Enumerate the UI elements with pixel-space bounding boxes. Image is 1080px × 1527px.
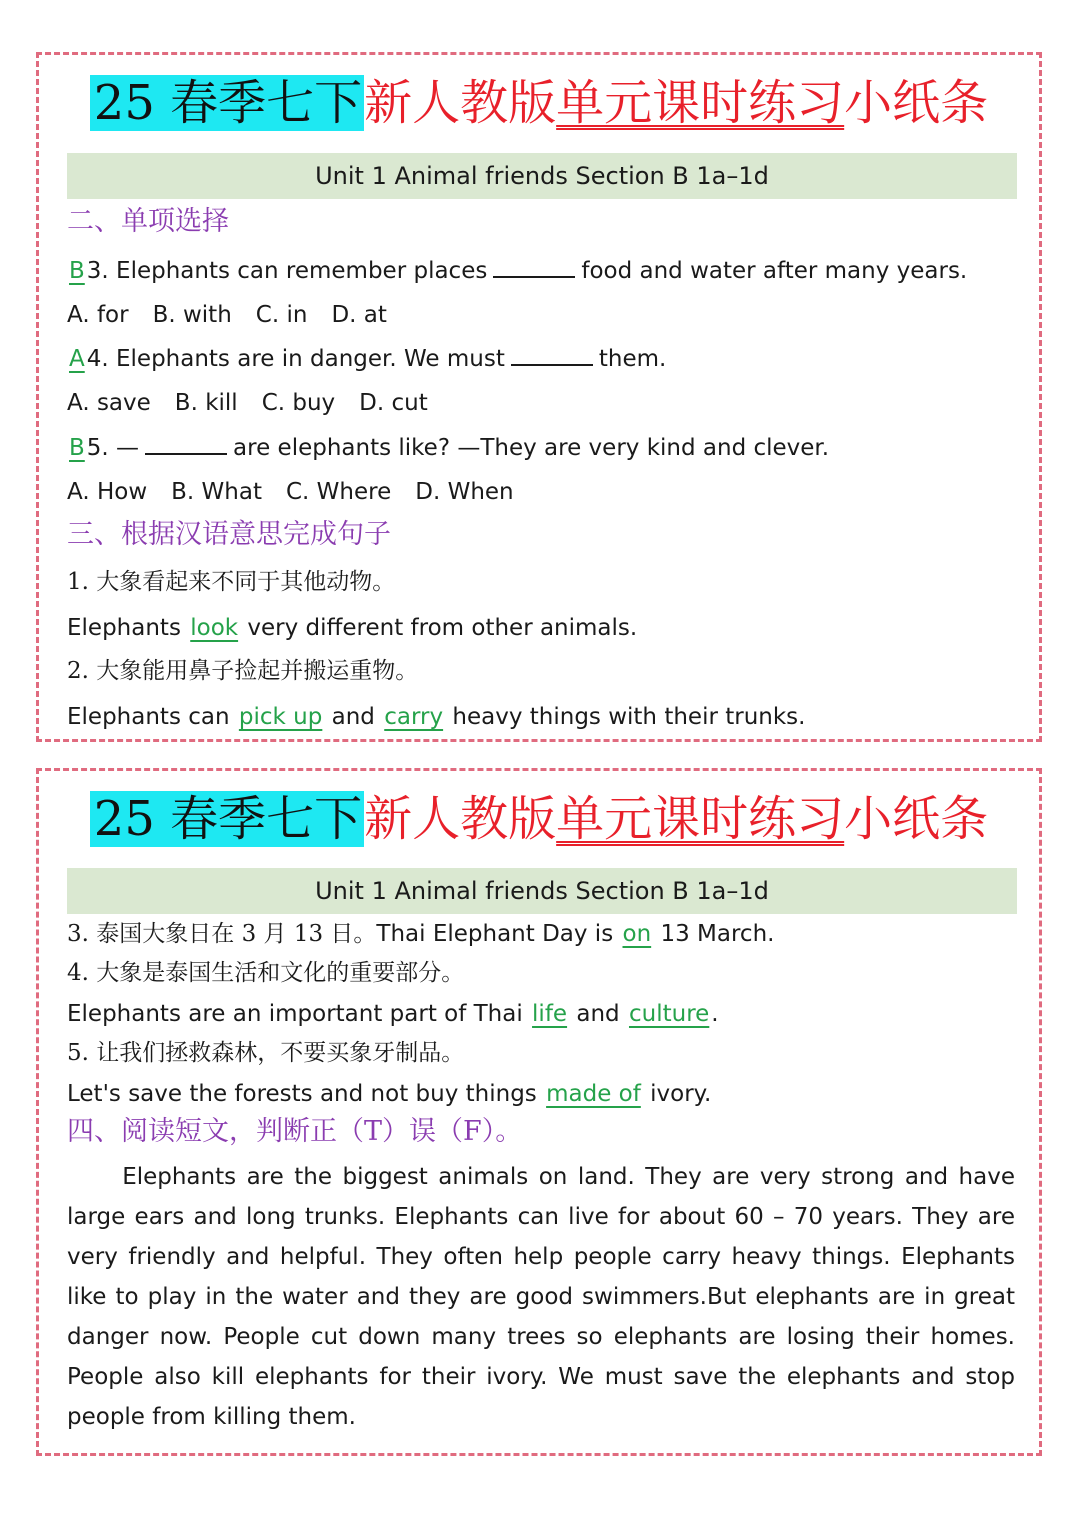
answer-blank xyxy=(511,342,593,366)
sentence-5-english xyxy=(67,1077,1027,1111)
text: heavy things with their trunks. xyxy=(452,704,806,730)
worksheet-card-2 xyxy=(36,768,1042,1456)
option: A. How xyxy=(67,479,148,505)
reading-passage xyxy=(67,1157,1015,1437)
question-3-options xyxy=(67,298,1027,332)
text: very different from other animals. xyxy=(247,615,638,641)
section-title-translate: 三、根据汉语意思完成句子 xyxy=(67,519,391,550)
title-red-text: 新人教版 xyxy=(364,75,557,131)
answer-q5: B xyxy=(69,435,85,461)
answer-text: on xyxy=(622,921,652,947)
answer-text: life xyxy=(532,1001,568,1027)
option: B. kill xyxy=(174,390,238,416)
option: D. When xyxy=(415,479,514,505)
q5-text-after: are elephants like? —They are very kind and clever. xyxy=(233,435,830,461)
sentence-1-chinese: 1. 大象看起来不同于其他动物。 xyxy=(67,569,396,595)
option: B. What xyxy=(171,479,262,505)
answer-text: pick up xyxy=(238,704,323,730)
sentence-5-chinese: 5. 让我们拯救森林，不要买象牙制品。 xyxy=(67,1040,465,1066)
passage-text: Elephants are the biggest animals on land. They are very strong and have large ears and long trunks. Elephants can live for about 60 – 70 years. They are very friendly and helpful. They often help people carry heavy things. Elephants like to play in the water and they are good swimmers.But elephants are in great danger now. People cut down many trees so elephants are losing their homes. People also kill elephants for their ivory. We must save the elephants and stop people from killing them. xyxy=(67,1164,1015,1430)
question-4-options xyxy=(67,386,1027,420)
sentence-3 xyxy=(67,917,1027,951)
title-tail-text: 小纸条 xyxy=(844,791,989,847)
option: D. at xyxy=(331,302,387,328)
section-title-reading: 四、阅读短文，判断正（T）误（F）。 xyxy=(67,1116,523,1147)
answer-text: culture xyxy=(628,1001,710,1027)
question-5 xyxy=(67,431,1027,465)
unit-banner: Unit 1 Animal friends Section B 1a–1d xyxy=(67,868,1017,914)
answer-blank xyxy=(493,254,575,278)
title-red-text: 新人教版 xyxy=(364,791,557,847)
option: A. for xyxy=(67,302,129,328)
option: A. save xyxy=(67,390,151,416)
text: 13 March. xyxy=(660,921,775,947)
title-underlined-text: 单元课时练习 xyxy=(556,75,845,131)
text: Let's save the forests and not buy things xyxy=(67,1081,537,1107)
answer-blank xyxy=(145,431,227,455)
answer-q3: B xyxy=(69,258,85,284)
q4-text-before: 4. Elephants are in danger. We must xyxy=(86,346,505,372)
text: . xyxy=(711,1001,719,1027)
title-highlight: 25 春季七下 xyxy=(90,75,364,131)
option: D. cut xyxy=(359,390,428,416)
text: and xyxy=(576,1001,620,1027)
text: Elephants xyxy=(67,615,181,641)
option: B. with xyxy=(152,302,232,328)
sentence-1-english xyxy=(67,611,1027,645)
q3-text-before: 3. Elephants can remember places xyxy=(86,258,488,284)
text: Thai Elephant Day is xyxy=(376,921,614,947)
unit-banner: Unit 1 Animal friends Section B 1a–1d xyxy=(67,153,1017,199)
answer-text: made of xyxy=(546,1081,641,1107)
page-title xyxy=(39,67,1039,139)
sentence-4-chinese: 4. 大象是泰国生活和文化的重要部分。 xyxy=(67,960,465,986)
sentence-2-english xyxy=(67,700,1027,734)
sentence-3-chinese: 3. 泰国大象日在 3 月 13 日。 xyxy=(67,921,377,947)
text: and xyxy=(331,704,375,730)
title-tail-text: 小纸条 xyxy=(844,75,989,131)
text: Elephants are an important part of Thai xyxy=(67,1001,523,1027)
text: Elephants can xyxy=(67,704,230,730)
text: ivory. xyxy=(650,1081,712,1107)
answer-q4: A xyxy=(69,346,85,372)
q4-text-after: them. xyxy=(598,346,667,372)
q3-text-after: food and water after many years. xyxy=(581,258,968,284)
question-4 xyxy=(67,342,1027,376)
answer-text: carry xyxy=(384,704,444,730)
answer-text: look xyxy=(190,615,239,641)
worksheet-card-1 xyxy=(36,52,1042,742)
question-3 xyxy=(67,254,1027,288)
title-underlined-text: 单元课时练习 xyxy=(556,791,845,847)
section-title-choice: 二、单项选择 xyxy=(67,206,229,237)
option: C. Where xyxy=(285,479,392,505)
option: C. in xyxy=(255,302,308,328)
question-5-options xyxy=(67,475,1027,509)
page-title xyxy=(39,783,1039,855)
option: C. buy xyxy=(261,390,336,416)
q5-text-before: 5. — xyxy=(86,435,140,461)
sentence-2-chinese: 2. 大象能用鼻子捡起并搬运重物。 xyxy=(67,658,419,684)
sentence-4-english xyxy=(67,997,1027,1031)
title-highlight: 25 春季七下 xyxy=(90,791,364,847)
